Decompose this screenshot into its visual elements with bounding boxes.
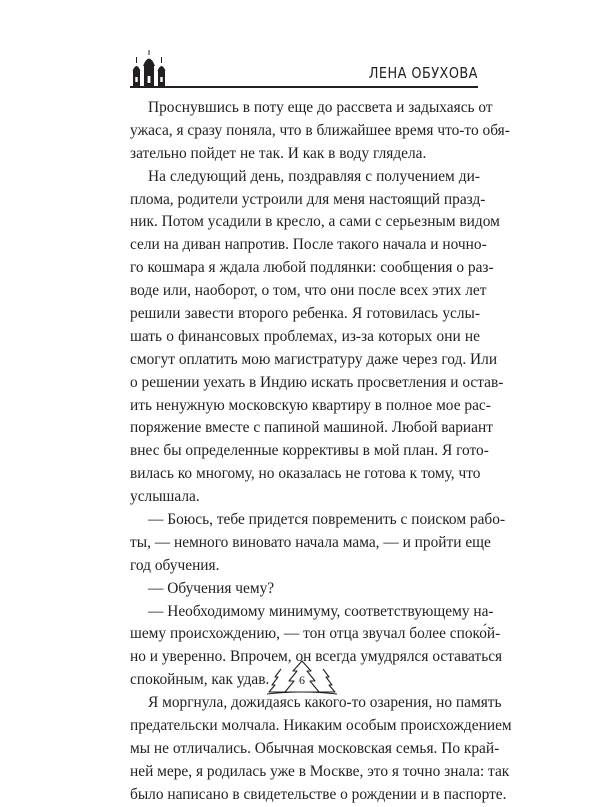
text-line: Я моргнула, дожидаясь какого-то озарения, но память [148, 694, 502, 712]
text-line: услышала. [130, 488, 200, 506]
text-line: воде или, наоборот, о том, что они после всех этих лет [130, 282, 487, 300]
text-line: спокойным, как удав. [130, 671, 270, 689]
text-line: год обучения. [130, 556, 220, 574]
page-body [130, 97, 512, 807]
text-line: внес бы определенные коррективы в мой план. Я гото- [130, 442, 489, 460]
text-line: предательски молчала. Никаким особым происхождением [130, 717, 512, 735]
text-line: На следующий день, поздравляя с получением ди- [148, 167, 480, 185]
text-line: — Обучения чему? [148, 579, 275, 597]
text-line: Проснувшись в поту еще до рассвета и задыхаясь от [148, 99, 493, 116]
text-line: было написано в свидетельстве о рождении и в паспорте. [130, 785, 507, 803]
text-line: мы не отличались. Обычная московская семья. По край- [130, 739, 500, 757]
text-line: шему происхождению, — тон отца звучал более споко́й- [130, 625, 501, 643]
text-line: ник. Потом усадили в кресло, а сами с серьезным видом [130, 213, 500, 231]
text-line: ить ненужную московскую квартиру в полное мое рас- [130, 396, 491, 414]
text-line: шать о финансовых проблемах, из-за которых они не [130, 327, 480, 345]
text-line: плома, родители устроили для меня настоящий празд- [130, 190, 486, 208]
page-footer [265, 660, 339, 696]
author-name: ЛЕНА ОБУХОВА [368, 64, 478, 82]
text-line: поряжение вместе с папиной машиной. Любой вариант [130, 419, 493, 437]
text-line: сели на диван напротив. После такого начала и ночно- [130, 236, 487, 254]
text-line: ней мере, я родилась уже в Москве, это я точно знала: так [130, 762, 510, 780]
running-header [130, 50, 478, 90]
text-line: го кошмара я ждала любой подлянки: сообщения о раз- [130, 259, 494, 277]
text-line: ты, — немного виновато начала мама, — и пройти еще [130, 533, 491, 551]
text-line: решили завести второго ребенка. Я готовилась услы- [130, 305, 480, 323]
text-line: но и уверенно. Впрочем, он всегда умудрялся оставаться [130, 648, 503, 666]
text-line: — Боюсь, тебе придется повременить с поиском рабо- [148, 511, 506, 529]
text-line: — Необходимому минимуму, соответствующему на- [148, 602, 494, 620]
page-number: 6 [299, 673, 305, 687]
header-rule [130, 86, 478, 88]
text-line: вилась ко многому, но оказалась не готова к тому, что [130, 465, 481, 483]
text-line: зательно пойдет не так. И как в воду глядела. [130, 144, 427, 162]
text-line: о решении уехать в Индию искать просветления и остав- [130, 373, 504, 391]
text-line: ужаса, я сразу поняла, что в ближайшее время что-то обя- [130, 121, 510, 139]
church-domes-icon [130, 50, 170, 88]
text-line: смогут оплатить мою магистратуру даже через год. Или [130, 350, 498, 368]
